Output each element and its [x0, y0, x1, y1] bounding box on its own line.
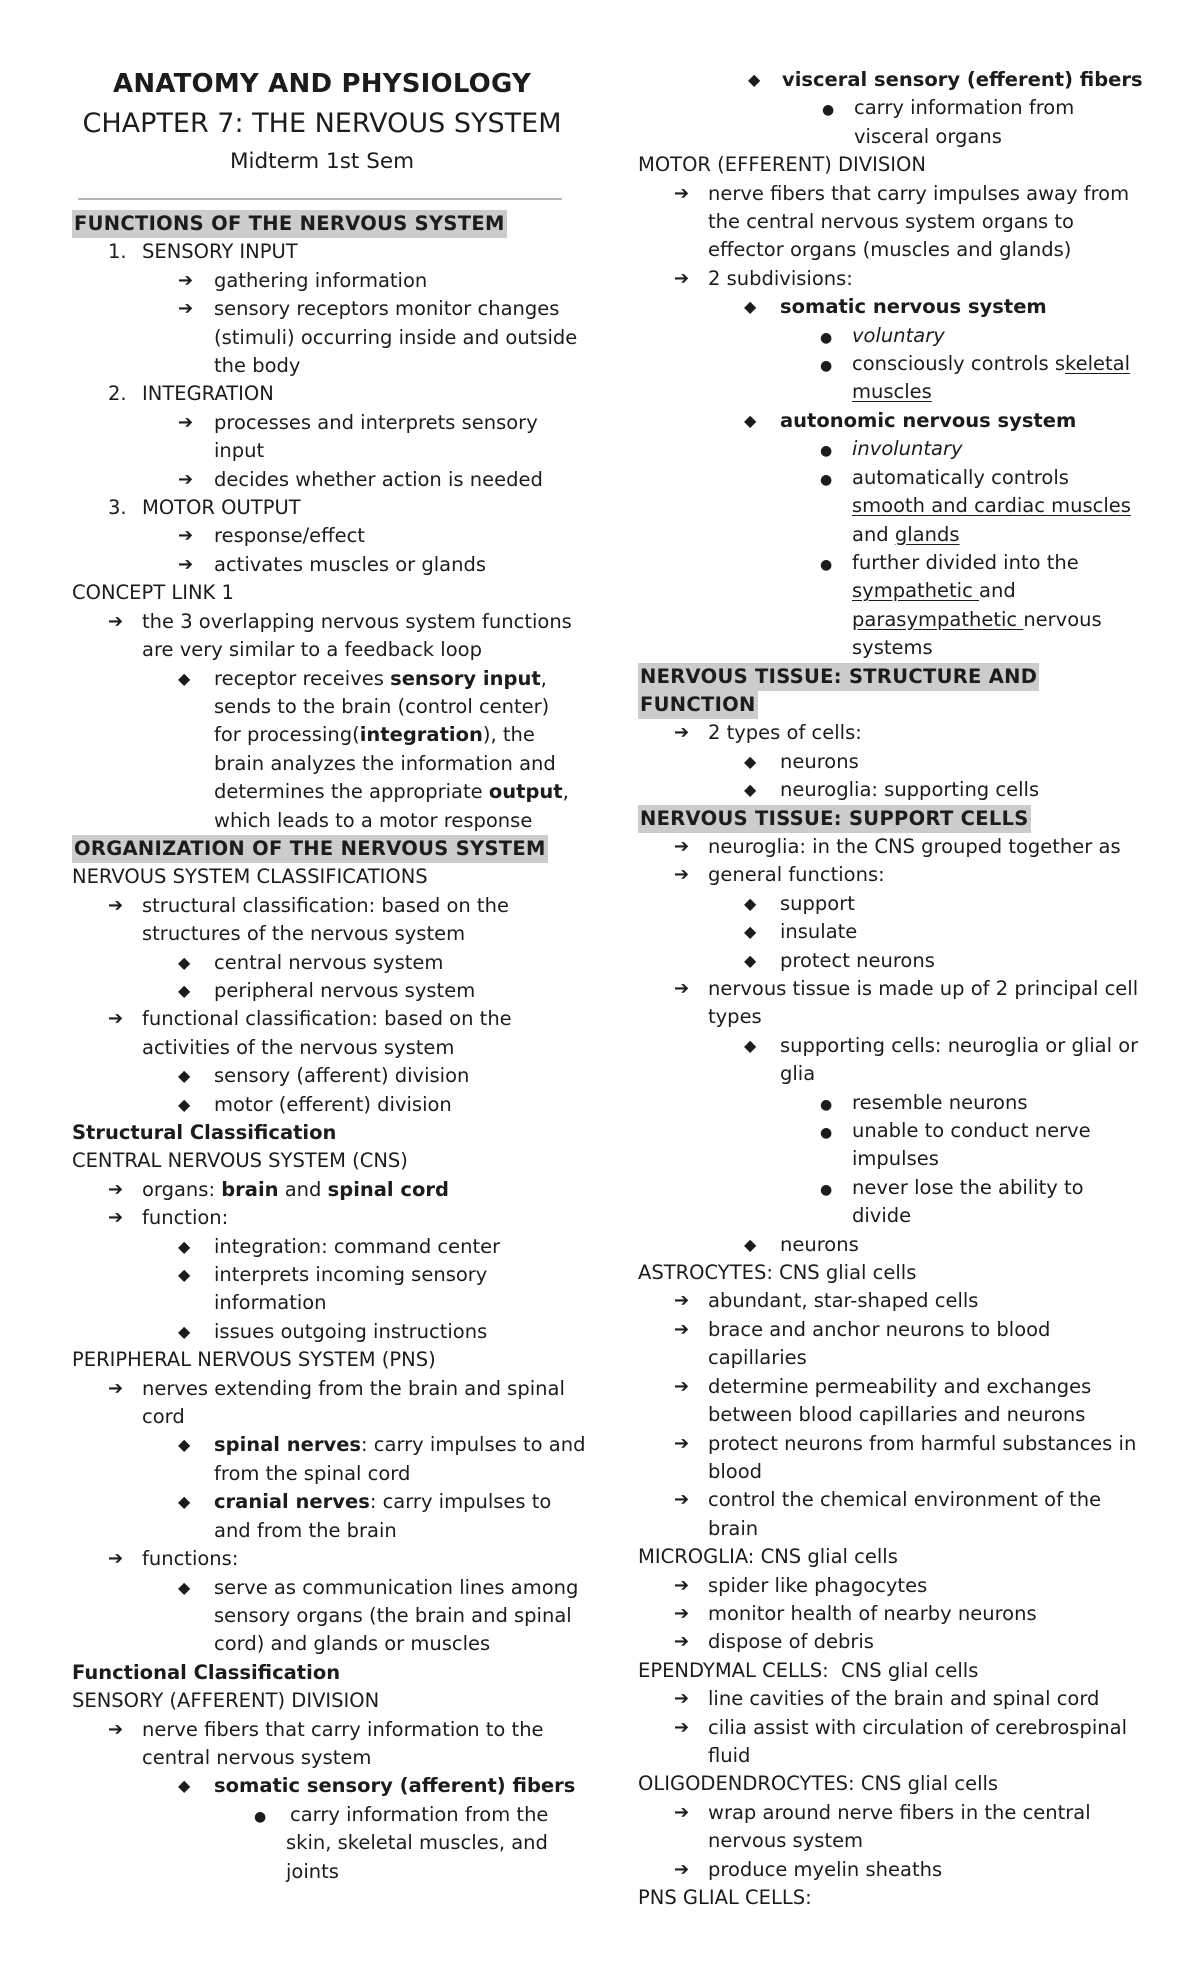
- list-item: ➔ organs: brain and spinal cord: [72, 1176, 582, 1204]
- list-item-continuation: parasympathetic nervous: [852, 607, 1102, 631]
- diamond-icon: ◆: [178, 1094, 191, 1114]
- list-item: ➔ 2 types of cells:: [638, 719, 1138, 747]
- list-item: ➔ structural classification: based on the: [72, 892, 582, 920]
- list-item: ◆ sensory (afferent) division: [72, 1062, 582, 1090]
- section-heading: ORGANIZATION OF THE NERVOUS SYSTEM: [72, 835, 582, 863]
- document-header: [72, 64, 572, 180]
- list-item: ➔ produce myelin sheaths: [638, 1856, 1138, 1884]
- bullet-icon: ●: [820, 1096, 833, 1113]
- list-item-continuation: systems: [852, 636, 933, 660]
- list-item: 2. INTEGRATION: [108, 382, 274, 406]
- list-item-continuation: types: [708, 1005, 762, 1029]
- diamond-icon: ◆: [744, 1035, 757, 1055]
- arrow-icon: ➔: [674, 1858, 690, 1880]
- document-title: ANATOMY AND PHYSIOLOGY: [113, 69, 531, 99]
- list-item: ➔ cilia assist with circulation of cerebrospinal: [638, 1714, 1138, 1742]
- list-item-continuation: glia: [780, 1062, 816, 1086]
- section-heading: NERVOUS TISSUE: SUPPORT CELLS: [638, 805, 1138, 833]
- list-item-continuation: visceral organs: [854, 124, 1002, 148]
- subheading: OLIGODENDROCYTES: CNS glial cells: [638, 1772, 999, 1796]
- diamond-icon: ◆: [748, 70, 761, 89]
- arrow-icon: ➔: [674, 978, 690, 999]
- list-item: ● automatically controls: [638, 464, 1138, 492]
- list-item-continuation: divide: [852, 1204, 912, 1228]
- arrow-icon: ➔: [108, 1718, 124, 1740]
- bullet-icon: ●: [820, 1125, 833, 1142]
- list-item-continuation: muscles: [852, 380, 932, 404]
- list-item: ➔ nervous tissue is made up of 2 principal cell: [638, 975, 1138, 1003]
- list-item-continuation: the central nervous system organs to: [708, 210, 1074, 234]
- subheading: CENTRAL NERVOUS SYSTEM (CNS): [72, 1149, 408, 1173]
- diamond-icon: ◆: [744, 1234, 757, 1254]
- list-item: ● never lose the ability to: [638, 1174, 1138, 1202]
- list-item-continuation: blood: [708, 1459, 763, 1483]
- diamond-icon: ◆: [178, 1776, 191, 1796]
- list-item: ● carry information from: [638, 94, 1138, 122]
- left-column: [72, 64, 586, 1886]
- list-item: ● unable to conduct nerve: [638, 1117, 1138, 1145]
- subheading: EPENDYMAL CELLS: CNS glial cells: [638, 1658, 979, 1682]
- list-item: ➔ protect neurons from harmful substances in: [638, 1430, 1138, 1458]
- arrow-icon: ➔: [178, 468, 194, 490]
- diamond-icon: ◆: [178, 668, 191, 688]
- bullet-icon: ●: [820, 358, 833, 375]
- list-item: ◆ peripheral nervous system: [72, 977, 582, 1005]
- list-item: ➔ nerve fibers that carry impulses away from: [638, 180, 1138, 208]
- list-item: ➔ spider like phagocytes: [638, 1572, 1138, 1600]
- arrow-icon: ➔: [674, 1318, 690, 1340]
- list-item-continuation: information: [214, 1291, 327, 1315]
- list-item: ➔ line cavities of the brain and spinal cord: [638, 1685, 1138, 1713]
- diamond-icon: ◆: [744, 780, 757, 800]
- arrow-icon: ➔: [674, 835, 690, 857]
- bullet-icon: ●: [820, 1181, 833, 1198]
- arrow-icon: ➔: [108, 894, 124, 916]
- list-item: ➔ the 3 overlapping nervous system functions: [72, 608, 582, 636]
- diamond-icon: ◆: [178, 1236, 191, 1256]
- list-item-continuation: impulses: [852, 1147, 939, 1171]
- list-item-continuation: brain analyzes the information and: [214, 751, 556, 775]
- list-item-continuation: cord: [142, 1405, 185, 1429]
- diamond-icon: ◆: [744, 410, 757, 430]
- diamond-icon: ◆: [744, 751, 757, 771]
- list-item: ◆ protect neurons: [638, 947, 1138, 975]
- list-item: ➔ response/effect: [72, 522, 582, 550]
- list-item-continuation: are very similar to a feedback loop: [142, 638, 482, 662]
- arrow-icon: ➔: [674, 1602, 690, 1624]
- section-heading: NERVOUS TISSUE: STRUCTURE AND: [638, 663, 1138, 691]
- arrow-icon: ➔: [108, 1548, 124, 1570]
- list-item-continuation: structures of the nervous system: [142, 922, 466, 946]
- section-heading: FUNCTIONS OF THE NERVOUS SYSTEM: [72, 210, 582, 238]
- subheading: NERVOUS SYSTEM CLASSIFICATIONS: [72, 865, 428, 889]
- diamond-icon: ◆: [744, 950, 757, 970]
- list-item: ➔ 2 subdivisions:: [638, 265, 1138, 293]
- arrow-icon: ➔: [178, 298, 194, 320]
- list-item: ➔ functions:: [72, 1545, 582, 1573]
- arrow-icon: ➔: [108, 1178, 124, 1200]
- list-item-continuation: which leads to a motor response: [214, 808, 533, 832]
- bullet-icon: ●: [822, 102, 835, 119]
- list-item: ➔ function:: [72, 1204, 582, 1232]
- list-item-continuation: sends to the brain (control center): [214, 694, 550, 718]
- document-subtitle: Midterm 1st Sem: [229, 149, 415, 174]
- bullet-icon: ●: [820, 556, 833, 573]
- list-item-continuation: effector organs (muscles and glands): [708, 238, 1072, 262]
- list-item: ➔ wrap around nerve fibers in the central: [638, 1799, 1138, 1827]
- list-item: ➔ sensory receptors monitor changes: [72, 295, 582, 323]
- list-item: ◆ somatic nervous system: [638, 293, 1138, 321]
- list-item: ● voluntary: [638, 322, 1138, 350]
- arrow-icon: ➔: [674, 1290, 690, 1312]
- subheading: MICROGLIA: CNS glial cells: [638, 1545, 898, 1569]
- subheading: MOTOR (EFFERENT) DIVISION: [638, 153, 926, 177]
- arrow-icon: ➔: [674, 1574, 690, 1596]
- list-item: ◆ interprets incoming sensory: [72, 1261, 582, 1289]
- arrow-icon: ➔: [674, 1716, 690, 1738]
- list-item-continuation: the body: [214, 354, 301, 378]
- list-item: ➔ decides whether action is needed: [72, 466, 582, 494]
- list-item-continuation: and from the brain: [214, 1518, 397, 1542]
- list-item: 1. SENSORY INPUT: [108, 240, 298, 264]
- list-item: ➔ control the chemical environment of the: [638, 1486, 1138, 1514]
- list-item: ◆ central nervous system: [72, 949, 582, 977]
- list-item-continuation: activities of the nervous system: [142, 1035, 455, 1059]
- bullet-icon: ●: [820, 443, 833, 460]
- list-item: ➔ nerve fibers that carry information to the: [72, 1716, 582, 1744]
- list-item: ● resemble neurons: [638, 1089, 1138, 1117]
- list-item: ◆ motor (efferent) division: [72, 1091, 582, 1119]
- subheading: SENSORY (AFFERENT) DIVISION: [72, 1689, 380, 1713]
- diamond-icon: ◆: [178, 1492, 191, 1512]
- list-item: ◆ support: [638, 890, 1138, 918]
- arrow-icon: ➔: [674, 864, 690, 886]
- diamond-icon: ◆: [178, 952, 191, 972]
- list-item: ➔ brace and anchor neurons to blood: [638, 1316, 1138, 1344]
- list-item: ◆ issues outgoing instructions: [72, 1318, 582, 1346]
- list-item: ➔ nerves extending from the brain and spinal: [72, 1375, 582, 1403]
- list-item: ➔ monitor health of nearby neurons: [638, 1600, 1138, 1628]
- list-item: ◆ neuroglia: supporting cells: [638, 776, 1138, 804]
- list-item: ◆ autonomic nervous system: [638, 407, 1138, 435]
- list-item-continuation: fluid: [708, 1743, 751, 1767]
- list-item: ➔ functional classification: based on the: [72, 1005, 582, 1033]
- list-item: ◆ cranial nerves: carry impulses to: [72, 1488, 582, 1516]
- arrow-icon: ➔: [674, 1688, 690, 1710]
- list-item-continuation: joints: [286, 1859, 339, 1883]
- subheading: Functional Classification: [72, 1660, 341, 1684]
- list-item: ◆ visceral sensory (efferent) fibers: [638, 66, 1138, 94]
- section-heading: FUNCTION: [638, 691, 1138, 719]
- list-item-continuation: central nervous system: [142, 1745, 372, 1769]
- arrow-icon: ➔: [178, 411, 194, 433]
- arrow-icon: ➔: [674, 1432, 690, 1454]
- list-item-continuation: for processing(integration), the: [214, 723, 535, 747]
- arrow-icon: ➔: [108, 1377, 124, 1399]
- title-divider: [78, 198, 562, 200]
- diamond-icon: ◆: [178, 1577, 191, 1597]
- list-item-continuation: and glands: [852, 522, 960, 546]
- list-item-continuation: between blood capillaries and neurons: [708, 1403, 1086, 1427]
- list-item: ➔ gathering information: [72, 267, 582, 295]
- arrow-icon: ➔: [178, 553, 194, 575]
- subheading: CONCEPT LINK 1: [72, 581, 234, 605]
- arrow-icon: ➔: [178, 525, 194, 547]
- list-item: ➔ general functions:: [638, 861, 1138, 889]
- list-item-continuation: sympathetic and: [852, 579, 1016, 603]
- diamond-icon: ◆: [744, 922, 757, 942]
- diamond-icon: ◆: [178, 1321, 191, 1341]
- list-item: ➔ dispose of debris: [638, 1628, 1138, 1656]
- subheading: ASTROCYTES: CNS glial cells: [638, 1261, 917, 1285]
- list-item: ➔ determine permeability and exchanges: [638, 1373, 1138, 1401]
- arrow-icon: ➔: [108, 610, 124, 632]
- list-item-continuation: cord) and glands or muscles: [214, 1632, 491, 1656]
- list-item: ➔ abundant, star-shaped cells: [638, 1287, 1138, 1315]
- list-item: ● further divided into the: [638, 549, 1138, 577]
- list-item: ◆ neurons: [638, 748, 1138, 776]
- list-item-continuation: skin, skeletal muscles, and: [286, 1831, 548, 1855]
- list-item: ● involuntary: [638, 435, 1138, 463]
- list-item-continuation: determines the appropriate output,: [214, 780, 569, 804]
- arrow-icon: ➔: [674, 1375, 690, 1397]
- arrow-icon: ➔: [108, 1008, 124, 1030]
- list-item-continuation: nervous system: [708, 1829, 864, 1853]
- list-item-continuation: from the spinal cord: [214, 1461, 411, 1485]
- list-item: ◆ receptor receives sensory input,: [72, 665, 582, 693]
- list-item-continuation: smooth and cardiac muscles: [852, 494, 1131, 518]
- arrow-icon: ➔: [178, 269, 194, 291]
- list-item: ◆ somatic sensory (afferent) fibers: [72, 1772, 582, 1800]
- list-item-continuation: brain: [708, 1516, 759, 1540]
- list-item: ◆ serve as communication lines among: [72, 1574, 582, 1602]
- list-item: ● carry information from the: [72, 1801, 582, 1829]
- list-item: 3. MOTOR OUTPUT: [108, 496, 301, 520]
- arrow-icon: ➔: [674, 182, 690, 204]
- list-item: ➔ processes and interprets sensory: [72, 409, 582, 437]
- list-item: ➔ neuroglia: in the CNS grouped together as: [638, 833, 1138, 861]
- subheading: Structural Classification: [72, 1121, 337, 1144]
- arrow-icon: ➔: [674, 722, 690, 744]
- list-item: ◆ spinal nerves: carry impulses to and: [72, 1431, 582, 1459]
- list-item: ◆ insulate: [638, 918, 1138, 946]
- bullet-icon: ●: [820, 471, 833, 488]
- arrow-icon: ➔: [674, 1801, 690, 1823]
- right-column: [638, 66, 1143, 1912]
- arrow-icon: ➔: [674, 1631, 690, 1653]
- arrow-icon: ➔: [674, 267, 690, 289]
- diamond-icon: ◆: [744, 893, 757, 913]
- list-item: ◆ integration: command center: [72, 1233, 582, 1261]
- list-item-continuation: sensory organs (the brain and spinal: [214, 1603, 572, 1627]
- diamond-icon: ◆: [178, 1265, 191, 1285]
- arrow-icon: ➔: [674, 1489, 690, 1511]
- diamond-icon: ◆: [178, 1435, 191, 1455]
- list-item-continuation: (stimuli) occurring inside and outside: [214, 325, 578, 349]
- list-item: ◆ neurons: [638, 1231, 1138, 1259]
- diamond-icon: ◆: [178, 1066, 191, 1086]
- diamond-icon: ◆: [744, 297, 757, 317]
- bullet-icon: ●: [254, 1808, 267, 1825]
- arrow-icon: ➔: [108, 1207, 124, 1229]
- subheading: PNS GLIAL CELLS:: [638, 1886, 812, 1909]
- list-item: ➔ activates muscles or glands: [72, 551, 582, 579]
- list-item: ◆ supporting cells: neuroglia or glial or: [638, 1032, 1138, 1060]
- list-item-continuation: capillaries: [708, 1346, 807, 1370]
- list-item-continuation: input: [214, 439, 265, 463]
- subheading: PERIPHERAL NERVOUS SYSTEM (PNS): [72, 1348, 436, 1372]
- diamond-icon: ◆: [178, 980, 191, 1000]
- list-item: ● consciously controls skeletal: [638, 350, 1138, 378]
- chapter-title: CHAPTER 7: THE NERVOUS SYSTEM: [82, 108, 562, 139]
- bullet-icon: ●: [820, 329, 833, 346]
